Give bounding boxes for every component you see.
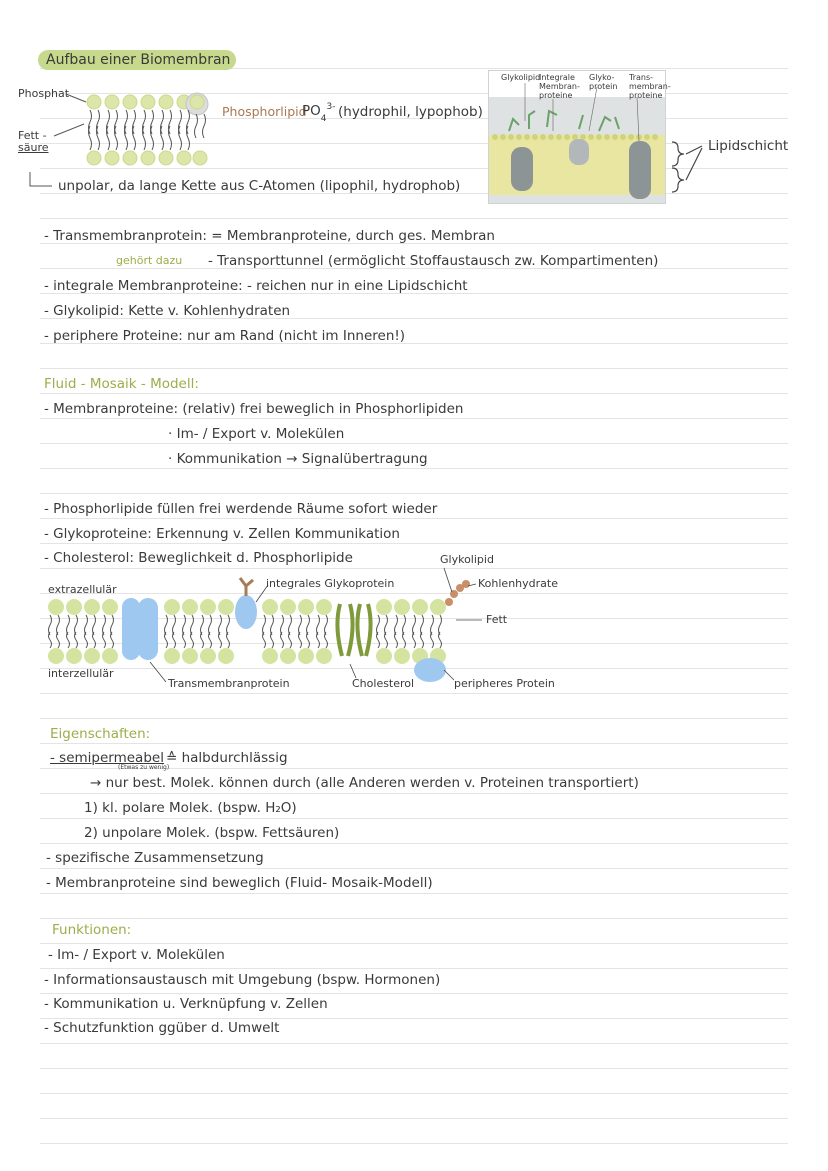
fkt-item-2: - Informationsaustausch mit Umgebung (bspw. Hormonen) [44, 972, 441, 988]
phosphate-formula: $PO_4^{3-}$ [302, 102, 336, 124]
semipermeabel-eq: ≙ halbdurchlässig [166, 750, 288, 766]
semipermeabel-note: (Etwas zu wenig) [118, 764, 170, 771]
fkt-item-4: - Schutzfunktion ggüber d. Umwelt [44, 1020, 280, 1036]
transmembranprotein-label: Transmembranprotein [168, 677, 290, 690]
def-transporttunnel: - Transporttunnel (ermöglicht Stoffaustausch zw. Kompartimenten) [208, 253, 659, 269]
peripheres-label: peripheres Protein [454, 677, 555, 690]
lipidschicht-label: Lipidschicht [708, 138, 789, 154]
photo-label-glykoprotein: Glyko-protein [589, 73, 618, 91]
eig-item-5: - Membranproteine sind beweglich (Fluid- Mosaik-Modell) [46, 875, 433, 891]
def-transmembran: - Transmembranprotein: = Membranproteine, durch ges. Membran [44, 228, 495, 244]
cholesterol-label: Cholesterol [352, 677, 415, 690]
more-item-3: - Cholesterol: Beweglichkeit d. Phosphorlipide [44, 550, 353, 566]
photo-label-integrale: Integrale Membran-proteine [539, 73, 580, 100]
photo-label-glykolipid: Glykolipid [501, 73, 541, 82]
interzellular-label: interzellulär [48, 667, 114, 680]
fkt-item-3: - Kommunikation u. Verknüpfung v. Zellen [44, 996, 328, 1012]
semipermeabel: - semipermeabel [50, 750, 164, 766]
fluid-item-2: · Im- / Export v. Molekülen [168, 426, 345, 442]
glykoprotein-label: integrales Glykoprotein [266, 577, 395, 590]
def-integrale: - integrale Membranproteine: - reichen nur in eine Lipidschicht [44, 278, 468, 294]
label-phosphat: Phosphat [18, 87, 70, 100]
fluid-item-1: - Membranproteine: (relativ) frei beweglich in Phosphorlipiden [44, 401, 464, 417]
eig-item-2: 1) kl. polare Molek. (bspw. H₂O) [84, 800, 297, 816]
gehoert-dazu-note: gehört dazu [116, 254, 183, 267]
fluid-item-3: · Kommunikation → Signalübertragung [168, 451, 428, 467]
phospholipid-props: (hydrophil, lypophob) [338, 104, 483, 120]
fett-label: Fett [486, 613, 508, 626]
eig-item-1: → nur best. Molek. können durch (alle Anderen werden v. Proteinen transportiert) [90, 775, 639, 791]
fkt-item-1: - Im- / Export v. Molekülen [48, 947, 225, 963]
membrane-photo [488, 70, 671, 204]
eigenschaften-heading: Eigenschaften: [50, 726, 151, 742]
more-item-1: - Phosphorlipide füllen frei werdende Räume sofort wieder [44, 501, 438, 517]
kohlenhydrate-label: Kohlenhydrate [478, 577, 558, 590]
def-periphere: - periphere Proteine: nur am Rand (nicht im Inneren!) [44, 328, 406, 344]
funktionen-heading: Funktionen: [52, 922, 132, 938]
label-fettsaeure-2: säure [18, 141, 49, 154]
glykolipid-label: Glykolipid [440, 553, 494, 566]
def-glykolipid: - Glykolipid: Kette v. Kohlenhydraten [44, 303, 291, 319]
eig-item-3: 2) unpolare Molek. (bspw. Fettsäuren) [84, 825, 340, 841]
lipidschicht-brace [666, 136, 706, 196]
extrazellular-label: extrazellulär [48, 583, 117, 596]
eig-item-4: - spezifische Zusammensetzung [46, 850, 264, 866]
phospholipid-label: Phosphorlipid [222, 104, 307, 119]
unpolar-note: unpolar, da lange Kette aus C-Atomen (lipophil, hydrophob) [58, 178, 461, 194]
label-fettsaeure-1: Fett - [18, 129, 47, 142]
photo-label-transmembran: Trans-membran-proteine [629, 73, 671, 100]
page-title: Aufbau einer Biomembran [46, 52, 231, 68]
more-item-2: - Glykoproteine: Erkennung v. Zellen Kommunikation [44, 526, 400, 542]
fluid-heading: Fluid - Mosaik - Modell: [44, 376, 199, 392]
